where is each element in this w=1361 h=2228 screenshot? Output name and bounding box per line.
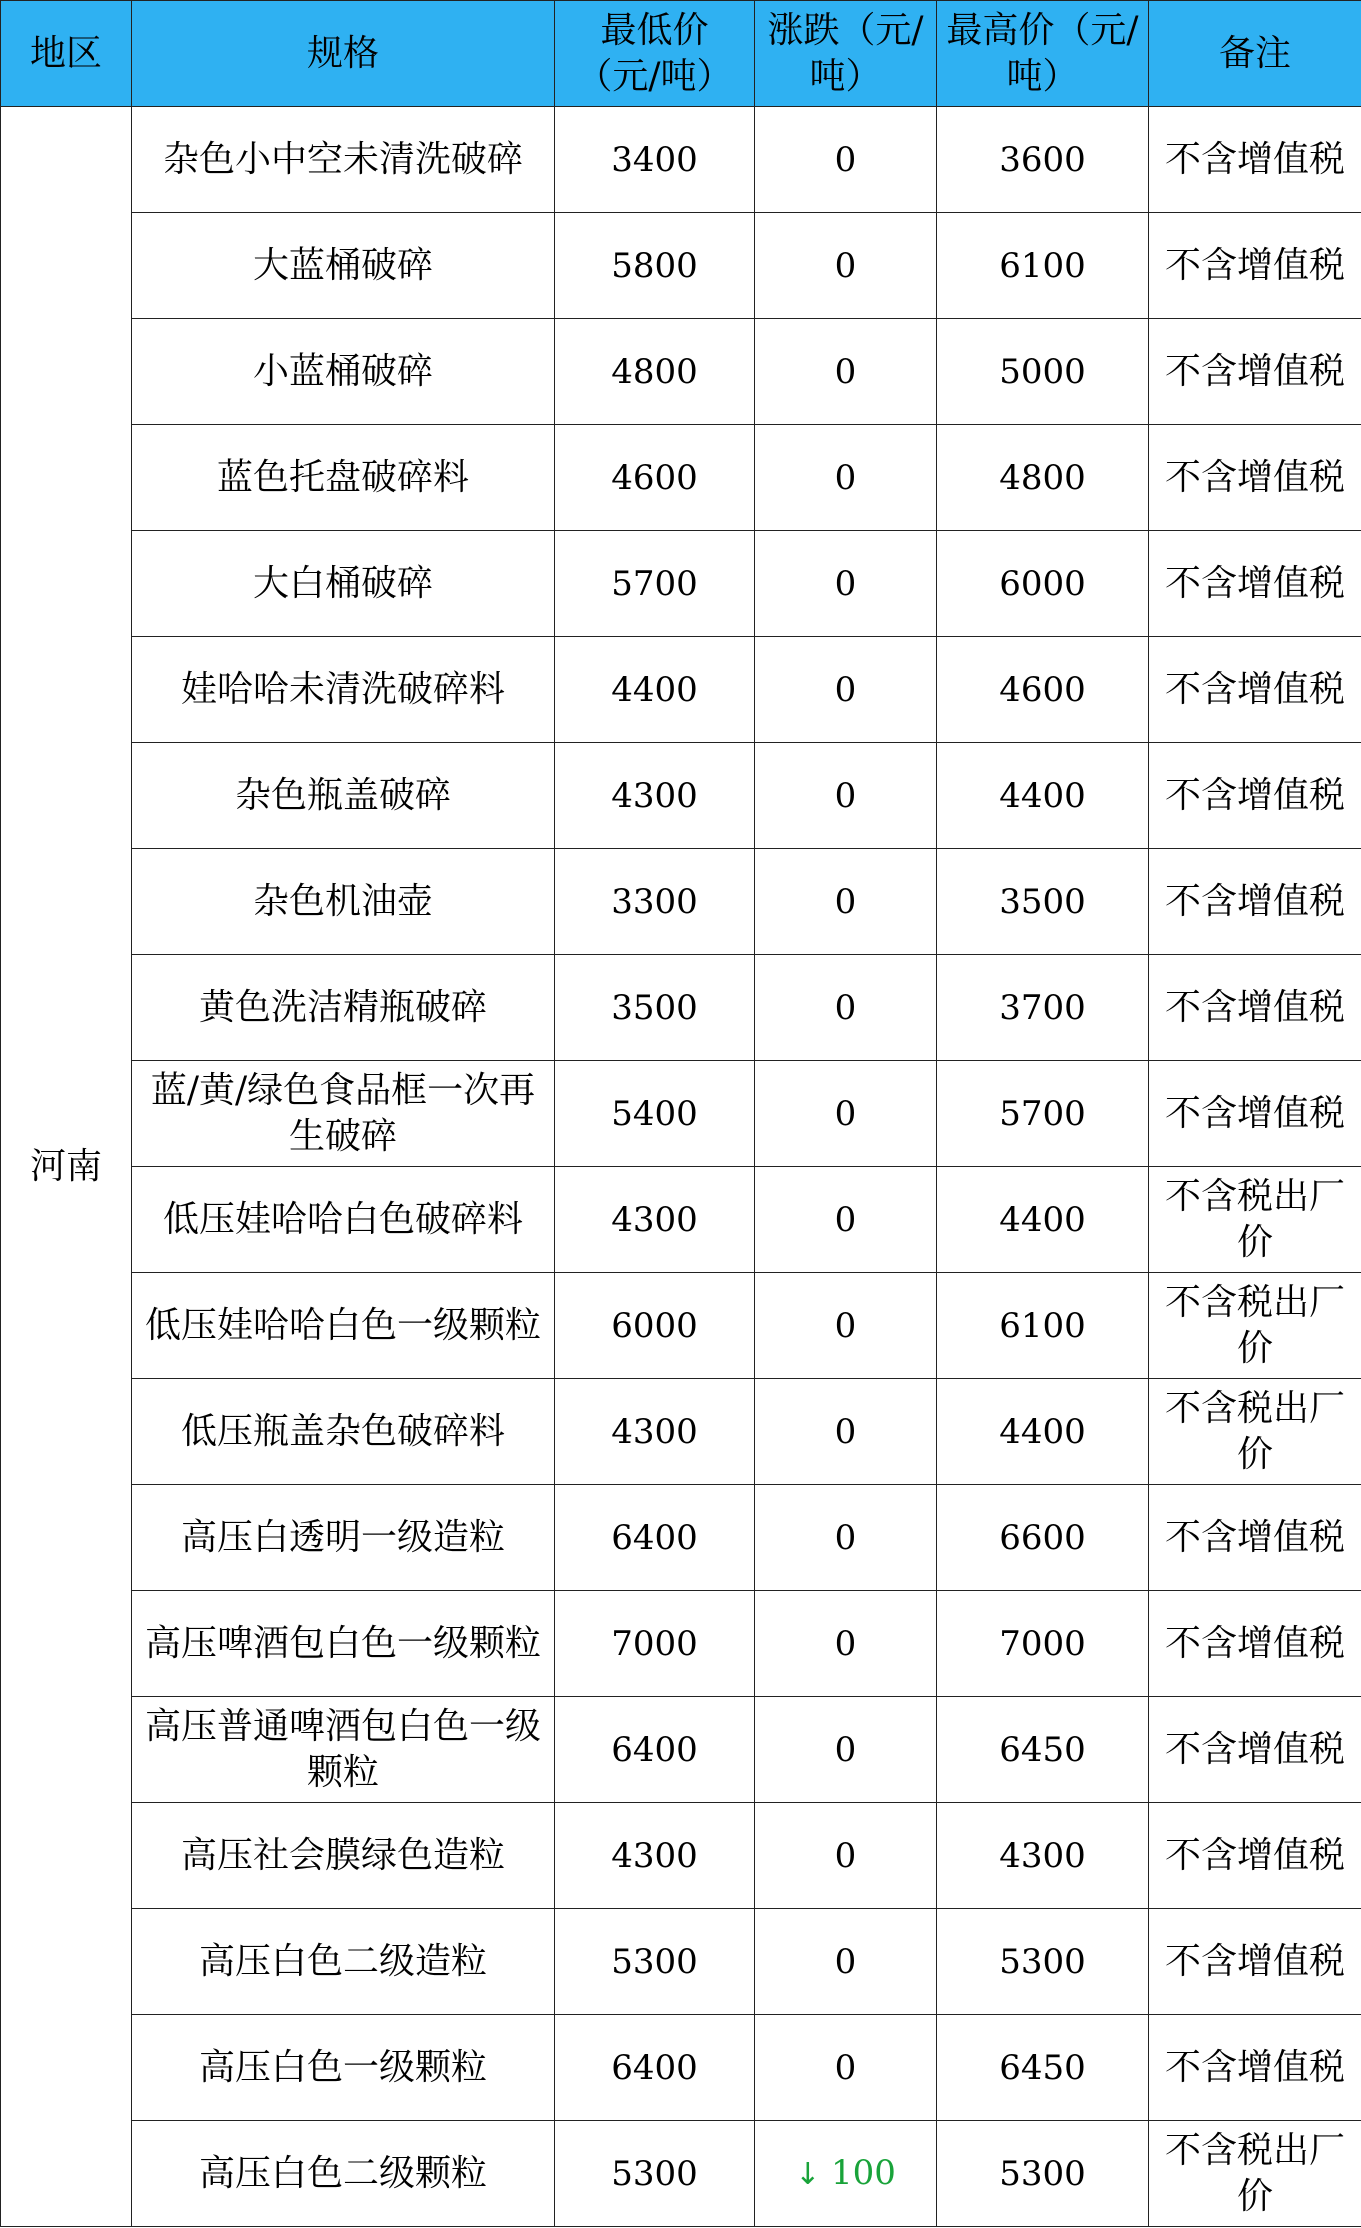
min-price-cell: 3400	[555, 107, 755, 213]
change-value: 100	[831, 2152, 896, 2193]
max-price-cell: 4400	[937, 1167, 1149, 1273]
note-cell: 不含增值税	[1149, 425, 1361, 531]
max-price-cell: 4400	[937, 743, 1149, 849]
max-price-cell: 6000	[937, 531, 1149, 637]
table-row	[1, 743, 1361, 849]
table-row	[1, 1697, 1361, 1803]
min-price-cell: 4300	[555, 743, 755, 849]
max-price-cell: 6100	[937, 1273, 1149, 1379]
note-cell: 不含增值税	[1149, 1591, 1361, 1697]
note-cell: 不含增值税	[1149, 955, 1361, 1061]
change-cell: 0	[755, 1061, 937, 1167]
max-price-cell: 5300	[937, 1909, 1149, 2015]
change-cell: 0	[755, 107, 937, 213]
spec-cell: 高压啤酒包白色一级颗粒	[132, 1591, 555, 1697]
min-price-cell: 5800	[555, 213, 755, 319]
table-row	[1, 107, 1361, 213]
header-note: 备注	[1149, 1, 1361, 107]
header-min-price: 最低价（元/吨）	[555, 1, 755, 107]
table-row	[1, 1803, 1361, 1909]
spec-cell: 娃哈哈未清洗破碎料	[132, 637, 555, 743]
table-row	[1, 1167, 1361, 1273]
header-max-price: 最高价（元/吨）	[937, 1, 1149, 107]
change-cell: 0	[755, 1485, 937, 1591]
note-cell: 不含税出厂价	[1149, 1379, 1361, 1485]
spec-cell: 高压白色二级颗粒	[132, 2121, 555, 2227]
header-row	[1, 1, 1361, 107]
table-row	[1, 1061, 1361, 1167]
change-cell: 0	[755, 637, 937, 743]
min-price-cell: 6400	[555, 1697, 755, 1803]
max-price-cell: 3700	[937, 955, 1149, 1061]
spec-cell: 高压白透明一级造粒	[132, 1485, 555, 1591]
spec-cell: 高压白色二级造粒	[132, 1909, 555, 2015]
change-cell: 0	[755, 319, 937, 425]
max-price-cell: 3600	[937, 107, 1149, 213]
spec-cell: 大蓝桶破碎	[132, 213, 555, 319]
change-cell: 0	[755, 213, 937, 319]
change-cell: 0	[755, 1909, 937, 2015]
max-price-cell: 4300	[937, 1803, 1149, 1909]
spec-cell: 低压娃哈哈白色一级颗粒	[132, 1273, 555, 1379]
note-cell: 不含增值税	[1149, 1697, 1361, 1803]
change-cell: 0	[755, 425, 937, 531]
spec-cell: 杂色机油壶	[132, 849, 555, 955]
region-cell: 河南	[1, 107, 132, 2227]
table-row	[1, 319, 1361, 425]
max-price-cell: 6450	[937, 2015, 1149, 2121]
change-cell: 0	[755, 2015, 937, 2121]
change-cell: 0	[755, 1379, 937, 1485]
table-row	[1, 1591, 1361, 1697]
min-price-cell: 4400	[555, 637, 755, 743]
table-row	[1, 1273, 1361, 1379]
down-arrow-icon: ↓	[795, 2156, 821, 2192]
max-price-cell: 5300	[937, 2121, 1149, 2227]
min-price-cell: 4300	[555, 1379, 755, 1485]
note-cell: 不含增值税	[1149, 2015, 1361, 2121]
change-cell: 0	[755, 531, 937, 637]
min-price-cell: 6000	[555, 1273, 755, 1379]
note-cell: 不含增值税	[1149, 637, 1361, 743]
change-cell: 0	[755, 1697, 937, 1803]
change-cell: 0	[755, 1273, 937, 1379]
header-region: 地区	[1, 1, 132, 107]
table-row	[1, 849, 1361, 955]
table-header	[1, 1, 1361, 107]
max-price-cell: 4600	[937, 637, 1149, 743]
min-price-cell: 3500	[555, 955, 755, 1061]
note-cell: 不含增值税	[1149, 1803, 1361, 1909]
min-price-cell: 7000	[555, 1591, 755, 1697]
change-cell: 0	[755, 1803, 937, 1909]
max-price-cell: 5000	[937, 319, 1149, 425]
change-cell	[755, 2121, 937, 2227]
table-row	[1, 955, 1361, 1061]
table-row	[1, 425, 1361, 531]
change-cell: 0	[755, 849, 937, 955]
min-price-cell: 5400	[555, 1061, 755, 1167]
min-price-cell: 3300	[555, 849, 755, 955]
note-cell: 不含增值税	[1149, 319, 1361, 425]
table-row	[1, 1379, 1361, 1485]
spec-cell: 蓝色托盘破碎料	[132, 425, 555, 531]
min-price-cell: 4300	[555, 1803, 755, 1909]
note-cell: 不含增值税	[1149, 1909, 1361, 2015]
note-cell: 不含税出厂价	[1149, 1167, 1361, 1273]
max-price-cell: 6450	[937, 1697, 1149, 1803]
spec-cell: 杂色小中空未清洗破碎	[132, 107, 555, 213]
table-body	[1, 107, 1361, 2227]
note-cell: 不含增值税	[1149, 531, 1361, 637]
spec-cell: 低压瓶盖杂色破碎料	[132, 1379, 555, 1485]
min-price-cell: 4300	[555, 1167, 755, 1273]
max-price-cell: 6100	[937, 213, 1149, 319]
note-cell: 不含增值税	[1149, 107, 1361, 213]
min-price-cell: 5300	[555, 2121, 755, 2227]
spec-cell: 杂色瓶盖破碎	[132, 743, 555, 849]
note-cell: 不含增值税	[1149, 213, 1361, 319]
spec-cell: 低压娃哈哈白色破碎料	[132, 1167, 555, 1273]
max-price-cell: 4400	[937, 1379, 1149, 1485]
table-row	[1, 2015, 1361, 2121]
change-cell: 0	[755, 743, 937, 849]
table-row	[1, 1485, 1361, 1591]
spec-cell: 大白桶破碎	[132, 531, 555, 637]
spec-cell: 蓝/黄/绿色食品框一次再生破碎	[132, 1061, 555, 1167]
min-price-cell: 6400	[555, 1485, 755, 1591]
header-change: 涨跌（元/吨）	[755, 1, 937, 107]
change-cell: 0	[755, 955, 937, 1061]
table-row	[1, 1909, 1361, 2015]
max-price-cell: 3500	[937, 849, 1149, 955]
spec-cell: 高压白色一级颗粒	[132, 2015, 555, 2121]
note-cell: 不含增值税	[1149, 743, 1361, 849]
max-price-cell: 7000	[937, 1591, 1149, 1697]
max-price-cell: 5700	[937, 1061, 1149, 1167]
table-row	[1, 213, 1361, 319]
note-cell: 不含增值税	[1149, 1485, 1361, 1591]
note-cell: 不含税出厂价	[1149, 1273, 1361, 1379]
note-cell: 不含税出厂价	[1149, 2121, 1361, 2227]
min-price-cell: 4800	[555, 319, 755, 425]
spec-cell: 黄色洗洁精瓶破碎	[132, 955, 555, 1061]
spec-cell: 高压普通啤酒包白色一级颗粒	[132, 1697, 555, 1803]
min-price-cell: 4600	[555, 425, 755, 531]
min-price-cell: 5700	[555, 531, 755, 637]
table-row	[1, 637, 1361, 743]
header-spec: 规格	[132, 1, 555, 107]
min-price-cell: 6400	[555, 2015, 755, 2121]
min-price-cell: 5300	[555, 1909, 755, 2015]
spec-cell: 高压社会膜绿色造粒	[132, 1803, 555, 1909]
table-row	[1, 531, 1361, 637]
change-cell: 0	[755, 1167, 937, 1273]
note-cell: 不含增值税	[1149, 849, 1361, 955]
max-price-cell: 4800	[937, 425, 1149, 531]
max-price-cell: 6600	[937, 1485, 1149, 1591]
note-cell: 不含增值税	[1149, 1061, 1361, 1167]
change-cell: 0	[755, 1591, 937, 1697]
spec-cell: 小蓝桶破碎	[132, 319, 555, 425]
table-row	[1, 2121, 1361, 2227]
